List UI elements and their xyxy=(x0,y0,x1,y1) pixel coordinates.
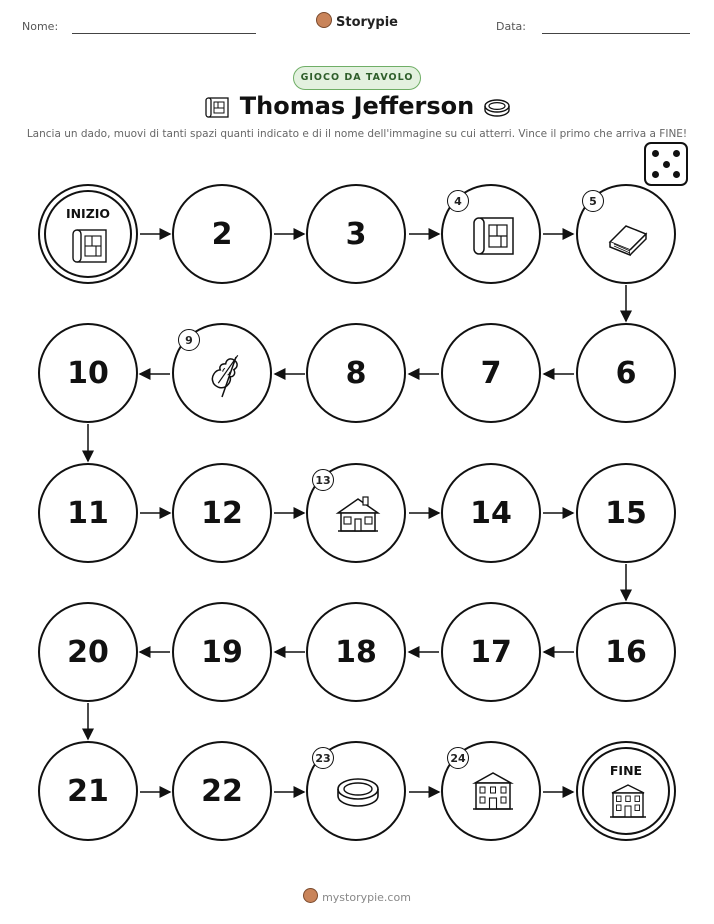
ring-icon xyxy=(334,769,382,817)
book-icon xyxy=(604,212,652,260)
mascot-icon xyxy=(303,888,318,903)
space-18[interactable]: 18 xyxy=(306,602,406,702)
date-label: Data: xyxy=(496,20,526,33)
space-12[interactable]: 12 xyxy=(172,463,272,563)
space-2[interactable]: 2 xyxy=(172,184,272,284)
space-11[interactable]: 11 xyxy=(38,463,138,563)
blueprint-icon xyxy=(70,226,108,266)
instructions: Lancia un dado, muovi di tanti spazi quanti indicato e di il nome dell'immagine su cui atterri. Vince il primo che arriva a FINE! xyxy=(26,128,688,140)
space-22[interactable]: 22 xyxy=(172,741,272,841)
space-21[interactable]: 21 xyxy=(38,741,138,841)
page-title: Thomas Jefferson xyxy=(239,92,475,120)
space-15[interactable]: 15 xyxy=(576,463,676,563)
space-8[interactable]: 8 xyxy=(306,323,406,423)
space-17[interactable]: 17 xyxy=(441,602,541,702)
space-3[interactable]: 3 xyxy=(306,184,406,284)
blueprint-icon xyxy=(469,212,517,260)
space-10[interactable]: 10 xyxy=(38,323,138,423)
brand-logo: Storypie xyxy=(0,12,714,30)
space-finish[interactable]: FINE xyxy=(576,741,676,841)
space-4[interactable]: 4 xyxy=(441,184,541,284)
building-icon xyxy=(469,769,517,817)
space-20[interactable]: 20 xyxy=(38,602,138,702)
space-24[interactable]: 24 xyxy=(441,741,541,841)
footer: mystorypie.com xyxy=(0,888,714,904)
space-7[interactable]: 7 xyxy=(441,323,541,423)
house-icon xyxy=(334,491,382,539)
space-16[interactable]: 16 xyxy=(576,602,676,702)
space-6[interactable]: 6 xyxy=(576,323,676,423)
space-9[interactable]: 9 xyxy=(172,323,272,423)
violin-icon xyxy=(200,351,248,399)
space-start[interactable]: INIZIO xyxy=(38,184,138,284)
game-type-badge: GIOCO DA TAVOLO xyxy=(293,66,421,90)
space-5[interactable]: 5 xyxy=(576,184,676,284)
space-19[interactable]: 19 xyxy=(172,602,272,702)
name-label: Nome: xyxy=(22,20,59,33)
space-14[interactable]: 14 xyxy=(441,463,541,563)
space-13[interactable]: 13 xyxy=(306,463,406,563)
building-icon xyxy=(608,783,648,821)
space-23[interactable]: 23 xyxy=(306,741,406,841)
